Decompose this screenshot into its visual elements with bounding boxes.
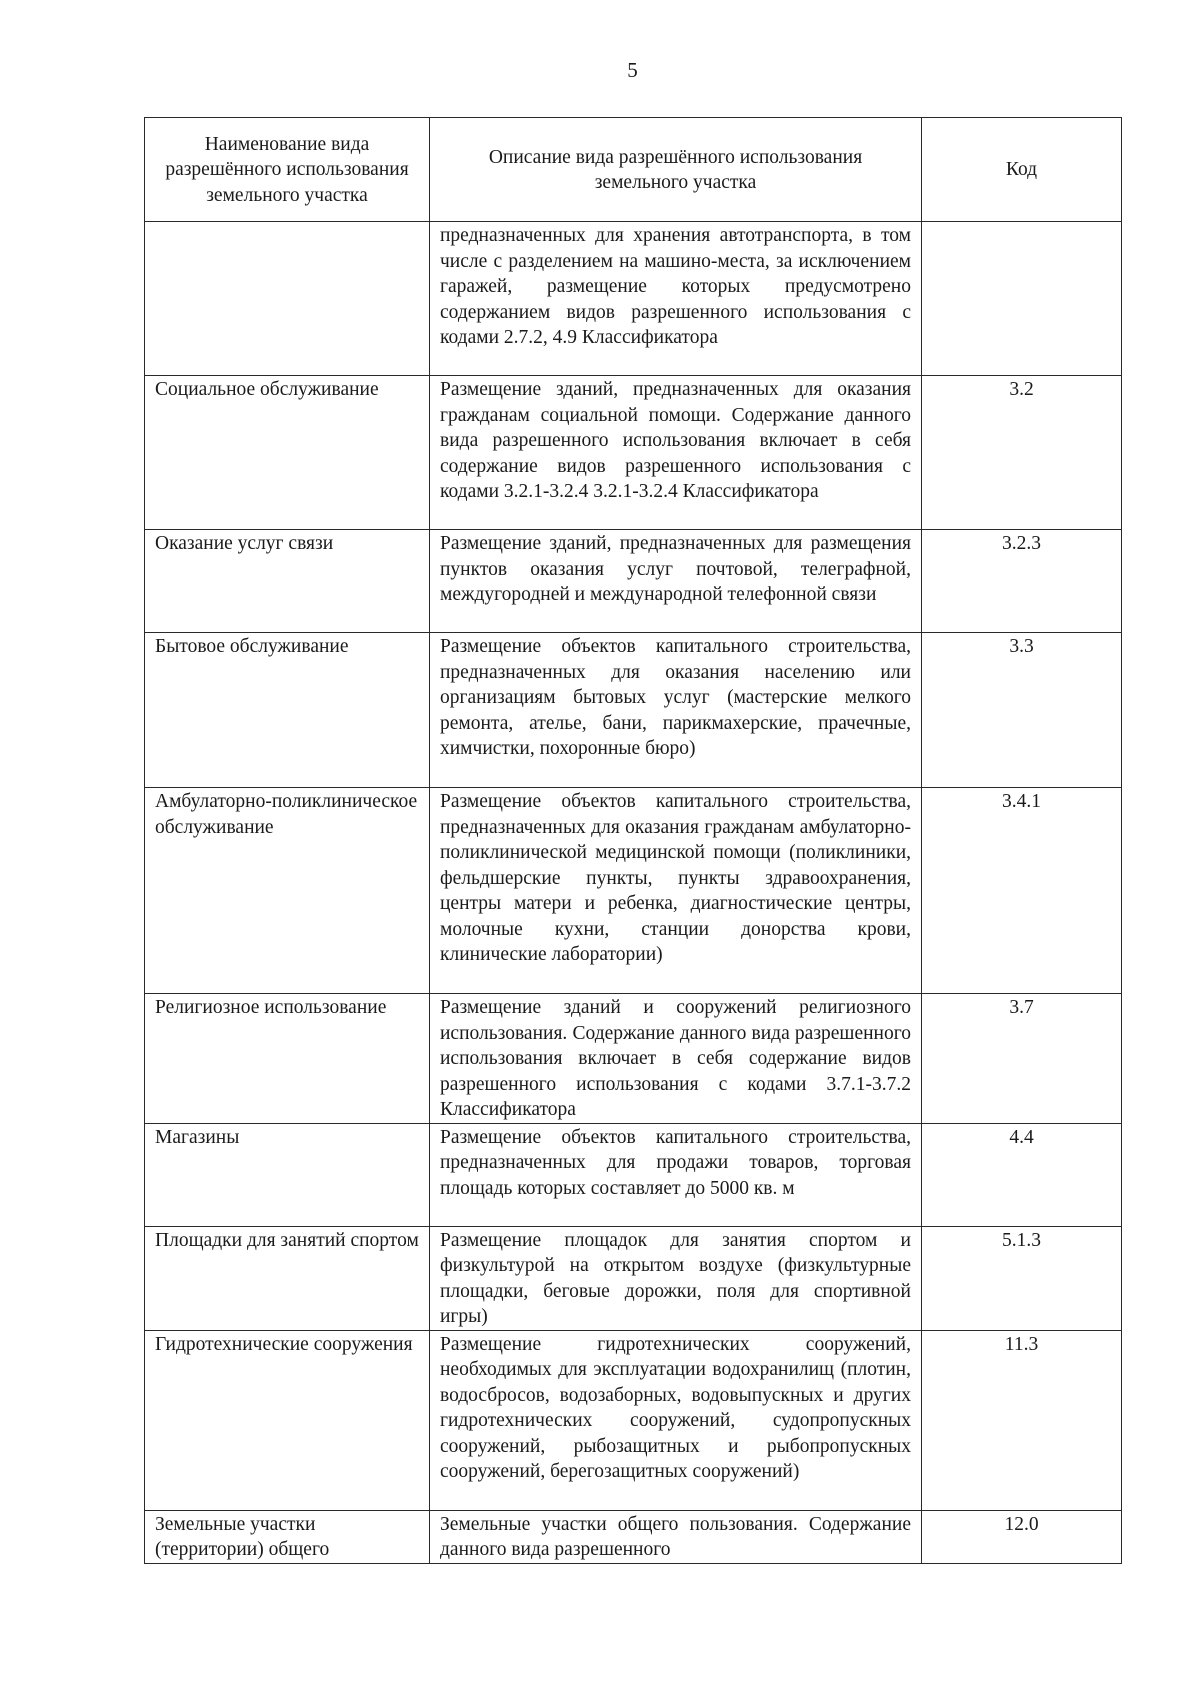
table-row	[145, 633, 1122, 788]
header-description: Описание вида разрешённого использования земельного участка	[430, 118, 922, 222]
table-row	[145, 1226, 1122, 1330]
row-code: 3.4.1	[922, 788, 1122, 994]
table-row	[145, 530, 1122, 633]
table-row	[145, 1510, 1122, 1563]
land-use-table	[144, 117, 1122, 1564]
row-name: Гидротехнические сооружения	[145, 1330, 430, 1510]
row-description: Размещение площадок для занятия спортом и физкультурой на открытом воздухе (физкультурные площадки, беговые дорожки, поля для спортивной игры)	[430, 1226, 922, 1330]
row-name: Религиозное использование	[145, 994, 430, 1124]
row-name: Амбулаторно-поликлиническое обслуживание	[145, 788, 430, 994]
row-name	[145, 222, 430, 376]
row-code: 3.3	[922, 633, 1122, 788]
row-name: Площадки для занятий спортом	[145, 1226, 430, 1330]
row-code: 3.2	[922, 376, 1122, 530]
row-code: 3.7	[922, 994, 1122, 1124]
table-row	[145, 788, 1122, 994]
row-description: предназначенных для хранения автотранспорта, в том числе с разделением на машино-места, за исключением гаражей, размещение которых предусмотрено содержанием видов разрешенного использования с кодами 2.7.2, 4.9 Классификатора	[430, 222, 922, 376]
row-name: Оказание услуг связи	[145, 530, 430, 633]
table-row	[145, 376, 1122, 530]
table-row	[145, 1123, 1122, 1226]
row-description: Размещение зданий, предназначенных для размещения пунктов оказания услуг почтовой, телеграфной, междугородней и международной телефонной связи	[430, 530, 922, 633]
table-header-row	[145, 118, 1122, 222]
row-description: Размещение объектов капитального строительства, предназначенных для оказания гражданам амбулаторно-поликлинической медицинской помощи (поликлиники, фельдшерские пункты, пункты здравоохранения, центры матери и ребенка, диагностические центры, молочные кухни, станции донорства крови, клинические лаборатории)	[430, 788, 922, 994]
table-row	[145, 1330, 1122, 1510]
row-code: 5.1.3	[922, 1226, 1122, 1330]
row-description: Размещение зданий и сооружений религиозного использования. Содержание данного вида разрешенного использования включает в себя содержание видов разрешенного использования с кодами 3.7.1-3.7.2 Классификатора	[430, 994, 922, 1124]
header-code: Код	[922, 118, 1122, 222]
header-name: Наименование вида разрешённого использования земельного участка	[145, 118, 430, 222]
row-description: Размещение гидротехнических сооружений, необходимых для эксплуатации водохранилищ (плотин, водосбросов, водозаборных, водовыпускных и других гидротехнических сооружений, судопропускных сооружений, рыбозащитных и рыбопропускных сооружений, берегозащитных сооружений)	[430, 1330, 922, 1510]
row-code: 4.4	[922, 1123, 1122, 1226]
row-code: 12.0	[922, 1510, 1122, 1563]
row-name: Земельные участки (территории) общего	[145, 1510, 430, 1563]
row-code: 3.2.3	[922, 530, 1122, 633]
row-code	[922, 222, 1122, 376]
table-row	[145, 994, 1122, 1124]
table-row	[145, 222, 1122, 376]
row-description: Размещение объектов капитального строительства, предназначенных для продажи товаров, торговая площадь которых составляет до 5000 кв. м	[430, 1123, 922, 1226]
row-description: Размещение зданий, предназначенных для оказания гражданам социальной помощи. Содержание данного вида разрешенного использования включает в себя содержание видов разрешенного использования с кодами 3.2.1-3.2.4 3.2.1-3.2.4 Классификатора	[430, 376, 922, 530]
row-description: Земельные участки общего пользования. Содержание данного вида разрешенного	[430, 1510, 922, 1563]
row-description: Размещение объектов капитального строительства, предназначенных для оказания населению или организациям бытовых услуг (мастерские мелкого ремонта, ателье, бани, парикмахерские, прачечные, химчистки, похоронные бюро)	[430, 633, 922, 788]
page-number: 5	[627, 58, 638, 82]
row-name: Магазины	[145, 1123, 430, 1226]
row-name: Социальное обслуживание	[145, 376, 430, 530]
row-name: Бытовое обслуживание	[145, 633, 430, 788]
row-code: 11.3	[922, 1330, 1122, 1510]
